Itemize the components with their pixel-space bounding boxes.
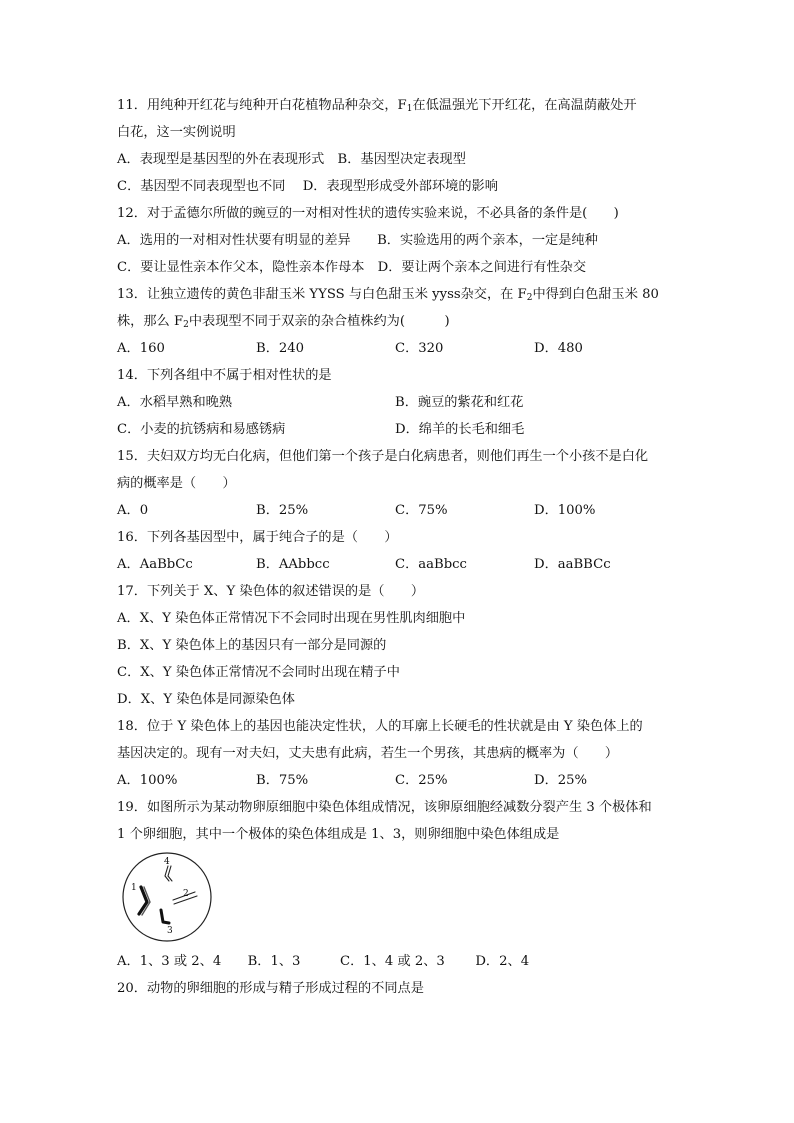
option-a: A．0 — [117, 503, 149, 518]
option-b: B．豌豆的紫花和红花 — [395, 395, 524, 410]
option-c: C．320 — [395, 341, 444, 356]
option-d: D．aaBBCc — [534, 557, 611, 572]
question-18-stem: 18．位于 Y 染色体上的基因也能决定性状，人的耳廓上长硬毛的性状就是由 Y 染色体上的 — [117, 719, 643, 734]
option-c: C．aaBbcc — [395, 557, 467, 572]
question-13-stem-cont: 株，那么 $F_2$中表现型不同于双亲的杂合植株约为( ) — [117, 314, 450, 330]
question-13-options — [117, 335, 687, 362]
chromosome-3 — [161, 910, 169, 923]
chromosome-1 — [139, 887, 150, 915]
exam-page — [117, 92, 687, 1002]
question-14-options-1 — [117, 389, 687, 416]
question-12-stem: 12．对于孟德尔所做的豌豆的一对相对性状的遗传实验来说，不必具备的条件是( ) — [117, 206, 619, 221]
question-15-stem: 15．夫妇双方均无白化病，但他们第一个孩子是白化病患者，则他们再生一个小孩不是白化 — [117, 449, 649, 464]
question-16-stem: 16．下列各基因型中，属于纯合子的是（ ） — [117, 530, 398, 545]
label-3: 3 — [167, 926, 173, 936]
option-b: B．25% — [256, 503, 309, 518]
question-16-options — [117, 551, 687, 578]
option-d: D．100% — [534, 503, 596, 518]
option-b: B．AAbbcc — [256, 557, 330, 572]
question-17-option-b: B．X、Y 染色体上的基因只有一部分是同源的 — [117, 638, 387, 653]
question-11-stem-cont: 白花，这一实例说明 — [117, 125, 236, 140]
question-15-stem-cont: 病的概率是（ ） — [117, 476, 236, 491]
question-12-options-1: A．选用的一对相对性状要有明显的差异 B．实验选用的两个亲本，一定是纯种 — [117, 233, 598, 248]
question-17-option-a: A．X、Y 染色体正常情况下不会同时出现在男性肌肉细胞中 — [117, 611, 466, 626]
option-a: A．100% — [117, 773, 178, 788]
question-14-options-2 — [117, 416, 687, 443]
label-2: 2 — [183, 889, 189, 899]
question-17-option-d: D．X、Y 染色体是同源染色体 — [117, 692, 295, 707]
label-4: 4 — [164, 857, 170, 867]
question-17-option-c: C．X、Y 染色体正常情况不会同时出现在精子中 — [117, 665, 400, 680]
question-13-stem: 13．让独立遗传的黄色非甜玉米 YYSS 与白色甜玉米 yyss杂交，在 $F_2$中得到白色甜玉米 80 — [117, 287, 659, 303]
option-c: C．小麦的抗锈病和易感锈病 — [117, 422, 286, 437]
option-a: A．AaBbCc — [117, 557, 193, 572]
question-15-options — [117, 497, 687, 524]
option-d: D．绵羊的长毛和细毛 — [395, 422, 525, 437]
chromosome-figure — [117, 848, 687, 948]
question-11-options-2: C．基因型不同表现型也不同 D．表现型形成受外部环境的影响 — [117, 179, 498, 194]
option-a: A．水稻早熟和晚熟 — [117, 395, 233, 410]
option-d: D．25% — [534, 773, 588, 788]
option-a: A．160 — [117, 341, 165, 356]
chromosome-4 — [165, 866, 172, 881]
question-11-stem: 11．用纯种开红花与纯种开白花植物品种杂交，$F_1$在低温强光下开红花，在高温荫蔽处开 — [117, 98, 637, 114]
question-18-options — [117, 767, 687, 794]
question-12-options-2: C．要让显性亲本作父本，隐性亲本作母本 D．要让两个亲本之间进行有性杂交 — [117, 260, 587, 275]
option-d: D．480 — [534, 341, 583, 356]
question-19-options: A．1、3 或 2、4 B．1、3 C．1、4 或 2、3 D．2、4 — [117, 954, 530, 969]
label-1: 1 — [131, 883, 137, 893]
question-19-stem: 19．如图所示为某动物卵原细胞中染色体组成情况，该卵原细胞经减数分裂产生 3 个极体和 — [117, 800, 652, 815]
option-b: B．75% — [256, 773, 309, 788]
question-14-stem: 14．下列各组中不属于相对性状的是 — [117, 368, 332, 383]
question-19-stem-cont: 1 个卵细胞，其中一个极体的染色体组成是 1、3，则卵细胞中染色体组成是 — [117, 827, 560, 842]
question-17-stem: 17．下列关于 X、Y 染色体的叙述错误的是（ ） — [117, 584, 425, 599]
option-b: B．240 — [256, 341, 305, 356]
question-20-stem: 20．动物的卵细胞的形成与精子形成过程的不同点是 — [117, 981, 424, 996]
oocyte-cell-diagram — [117, 850, 217, 946]
question-11-options-1: A．表现型是基因型的外在表现形式 B．基因型决定表现型 — [117, 152, 466, 167]
option-c: C．75% — [395, 503, 448, 518]
question-18-stem-cont: 基因决定的。现有一对夫妇，丈夫患有此病，若生一个男孩，其患病的概率为（ ） — [117, 746, 619, 761]
option-c: C．25% — [395, 773, 448, 788]
